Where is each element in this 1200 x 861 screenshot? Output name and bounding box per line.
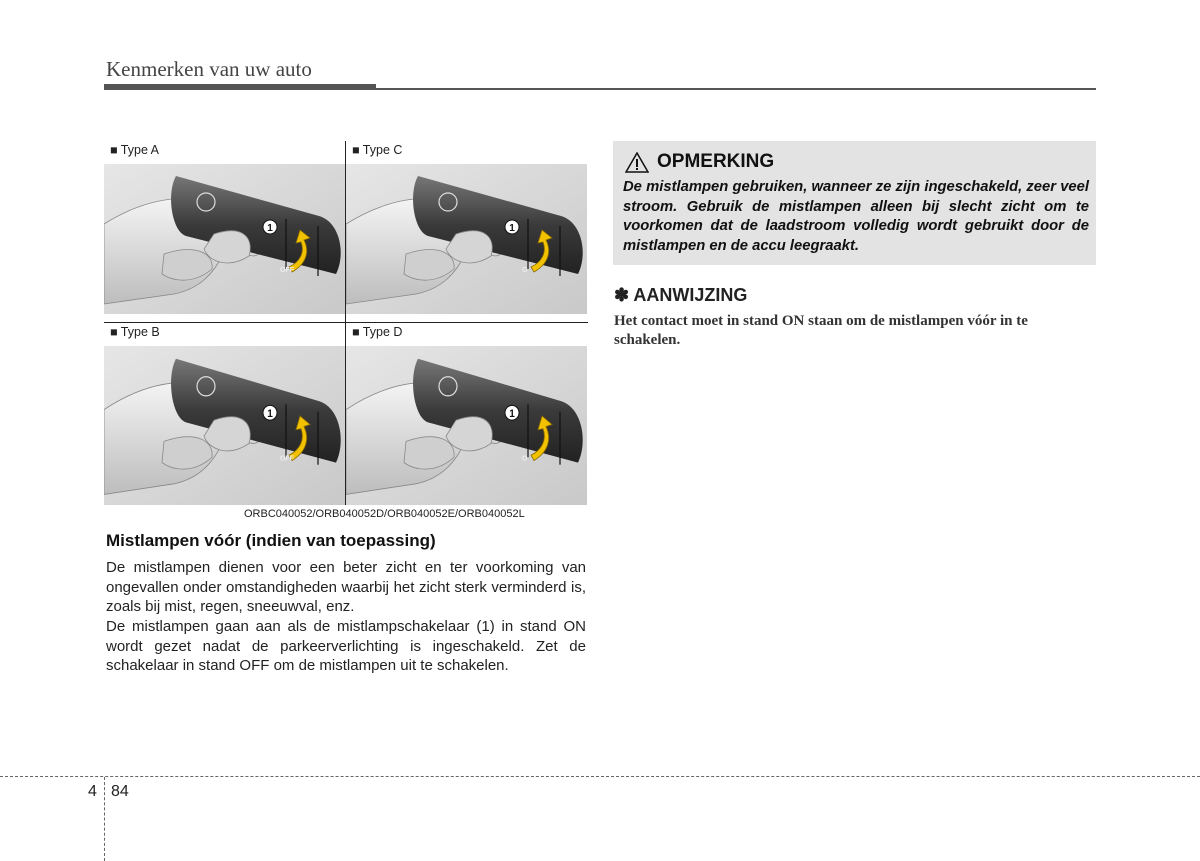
chapter-header-title: Kenmerken van uw auto (106, 57, 312, 81)
warning-triangle-icon (625, 152, 649, 173)
stalk-illustration (346, 346, 587, 505)
panel-label: ■ Type B (110, 325, 160, 339)
figure-divider-horizontal (104, 322, 588, 323)
figure-divider-vertical (345, 141, 346, 505)
switch-off-label: O (522, 453, 528, 463)
panel-type-b (104, 323, 345, 505)
section-paragraph-1: De mistlampen dienen voor een beter zicht en ter voorkoming van ongevallen onder omstandigheden waarbij het zicht sterk verminderd is, zoals bij mist, regen, sneeuwval, enz. (106, 559, 586, 615)
note-heading (625, 151, 774, 173)
panel-label: ■ Type A (110, 143, 160, 157)
chapter-number: 4 (88, 783, 97, 800)
note-heading-text: OPMERKING (657, 151, 775, 172)
tip-heading: ✽ AANWIJZING (614, 285, 748, 305)
switch-off-label: O (522, 267, 528, 274)
stalk-illustration (104, 346, 345, 505)
switch-illustration-figure (104, 141, 588, 505)
tip-body: Het contact moet in stand ON staan om de mistlampen vóór in te schakelen. (614, 313, 1028, 348)
header-rule-thick (104, 84, 376, 90)
switch-off-label: OFF (280, 267, 294, 274)
footer-dashed-rule (0, 776, 1200, 777)
page-number: 84 (111, 783, 129, 800)
switch-marker-label: 1 (267, 408, 273, 421)
figure-code: ORBC040052/ORB040052D/ORB040052E/ORB040052L (244, 508, 525, 520)
switch-marker-label: 1 (509, 223, 515, 234)
panel-label: ■ Type C (352, 143, 403, 157)
section-title: Mistlampen vóór (indien van toepassing) (106, 531, 436, 550)
panel-type-d (346, 323, 587, 505)
switch-off-label: OFF (280, 453, 294, 463)
section-paragraph-2: De mistlampen gaan aan als de mistlampschakelaar (1) in stand ON wordt gezet nadat de parkeerverlichting is ingeschakeld. Zet de schakelaar in stand OFF om de mistlampen uit te schakelen. (106, 618, 586, 674)
note-box (613, 141, 1096, 265)
stalk-illustration (346, 164, 587, 314)
note-body: De mistlampen gebruiken, wanneer ze zijn ingeschakeld, zeer veel stroom. Gebruik de mistlampen alleen bij slecht zicht om te voorkomen dat de laadstroom volledig wordt gebruikt door de mistlampen en de accu leegraakt. (623, 179, 1089, 254)
footer-dashed-divider (104, 777, 105, 861)
header-rule-thin (376, 88, 1096, 90)
panel-label: ■ Type D (352, 325, 403, 339)
panel-type-c (346, 141, 587, 322)
panel-type-a (104, 141, 345, 322)
switch-marker-label: 1 (267, 223, 273, 234)
switch-marker-label: 1 (509, 408, 515, 421)
stalk-illustration (104, 164, 345, 314)
